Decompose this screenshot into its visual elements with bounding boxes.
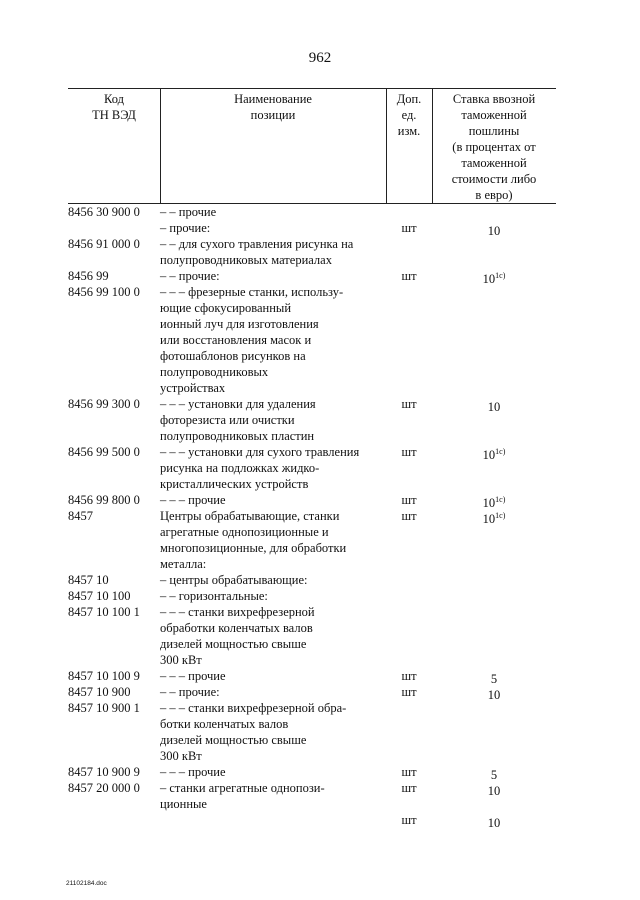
- row-name-line: или восстановления масок и: [160, 333, 312, 347]
- row-name-line: – – горизонтальные:: [160, 589, 268, 603]
- row-name: [160, 396, 386, 444]
- row-unit: шт: [401, 669, 417, 683]
- rate-value: 5: [490, 672, 498, 686]
- row-unit: шт: [401, 685, 417, 699]
- rate-value: 10: [482, 448, 496, 462]
- page-number: 962: [308, 50, 332, 66]
- row-unit: шт: [401, 445, 417, 459]
- row-name-line: рисунка на подложках жидко-: [160, 461, 320, 475]
- rate-footnote: 1с): [495, 447, 506, 456]
- row-name-line: 300 кВт: [160, 749, 202, 763]
- row-code: 8457 10 100 1: [68, 605, 140, 619]
- header-name: [160, 91, 386, 123]
- rate-value: 10: [482, 272, 496, 286]
- row-name-line: ионный луч для изготовления: [160, 317, 319, 331]
- rate-value: 10: [482, 512, 496, 526]
- table-row: [68, 220, 556, 236]
- row-code: 8456 99 800 0: [68, 493, 140, 507]
- row-name-line: полупроводниковых: [160, 365, 269, 379]
- header-name-line: Наименование: [234, 92, 312, 106]
- row-code: 8457 20 000 0: [68, 781, 140, 795]
- row-name-line: дизелей мощностью свыше: [160, 733, 307, 747]
- header-rate-line: таможенной: [461, 108, 527, 122]
- table-body: [68, 204, 556, 830]
- row-name-line: ционные: [160, 797, 207, 811]
- row-name: [160, 236, 386, 268]
- row-name-line: – станки агрегатные однопози-: [160, 781, 325, 795]
- row-unit: шт: [401, 221, 417, 235]
- row-name-line: – – прочие:: [160, 269, 220, 283]
- row-name-line: – – прочие:: [160, 685, 220, 699]
- row-code: 8457 10 900: [68, 685, 131, 699]
- row-name: [160, 780, 386, 812]
- row-code: 8457 10: [68, 573, 109, 587]
- row-unit: шт: [401, 397, 417, 411]
- row-name-line: фоторезиста или очистки: [160, 413, 295, 427]
- rate-footnote: 1с): [495, 511, 506, 520]
- row-code: 8457 10 900 9: [68, 765, 140, 779]
- row-name-line: – – – установки для сухого травления: [160, 445, 360, 459]
- row-name-line: – – – прочие: [160, 493, 226, 507]
- row-name: [160, 700, 386, 764]
- row-name-line: – – – прочие: [160, 765, 226, 779]
- rate-value: 10: [487, 224, 501, 238]
- header-unit-line: Доп.: [396, 92, 422, 106]
- row-name-line: 300 кВт: [160, 653, 202, 667]
- header-rate-line: (в процентах от: [452, 140, 536, 154]
- row-code: 8457 10 100: [68, 589, 131, 603]
- row-name: [160, 588, 386, 604]
- rate-value: 10: [487, 816, 501, 830]
- row-code: 8457: [68, 509, 93, 523]
- header-rate: [432, 91, 556, 203]
- header-rate-line: пошлины: [468, 124, 520, 138]
- row-unit: шт: [401, 509, 417, 523]
- rate-footnote: 1с): [495, 495, 506, 504]
- row-name: [160, 508, 386, 572]
- rate-value: 10: [487, 784, 501, 798]
- row-name-line: – – прочие: [160, 205, 217, 219]
- rate-value: 10: [487, 688, 501, 702]
- row-unit: шт: [401, 493, 417, 507]
- row-code: 8456 99: [68, 269, 109, 283]
- row-name: [160, 268, 386, 284]
- row-name-line: кристаллических устройств: [160, 477, 309, 491]
- row-name-line: – прочие:: [160, 221, 211, 235]
- row-code: 8456 99 300 0: [68, 397, 140, 411]
- row-code: 8456 99 500 0: [68, 445, 140, 459]
- row-name: [160, 444, 386, 492]
- header-rate-line: стоимости либо: [451, 172, 537, 186]
- table-row: [68, 204, 556, 238]
- rate-footnote: 1с): [495, 271, 506, 280]
- row-name: [160, 204, 386, 220]
- rate-value: 10: [487, 400, 501, 414]
- row-name-line: агрегатные однопозиционные и: [160, 525, 329, 539]
- table-row: [68, 780, 556, 830]
- table-row: [68, 572, 556, 588]
- row-name-line: фотошаблонов рисунков на: [160, 349, 306, 363]
- row-name: [160, 604, 386, 668]
- table-row: [68, 588, 556, 604]
- row-name-line: полупроводниковых материалах: [160, 253, 332, 267]
- row-name: [160, 668, 386, 684]
- header-unit-line: изм.: [397, 124, 421, 138]
- row-name-line: ющие сфокусированный: [160, 301, 292, 315]
- row-name-line: – – – станки вихрефрезерной: [160, 605, 315, 619]
- row-name: [160, 684, 386, 700]
- header-code: [68, 91, 160, 123]
- rate-value: 10: [482, 496, 496, 510]
- row-name-line: – – – станки вихрефрезерной обра-: [160, 701, 347, 715]
- row-code: 8457 10 100 9: [68, 669, 140, 683]
- row-name: [160, 492, 386, 508]
- row-name-line: ботки коленчатых валов: [160, 717, 289, 731]
- row-unit: шт: [401, 781, 417, 795]
- row-rate: [432, 812, 556, 831]
- table-row: [68, 684, 556, 700]
- header-rate-line: Ставка ввозной: [452, 92, 536, 106]
- row-unit: шт: [401, 269, 417, 283]
- header-rate-line: таможенной: [461, 156, 527, 170]
- row-unit: шт: [401, 765, 417, 779]
- row-name-line: дизелей мощностью свыше: [160, 637, 307, 651]
- header-rate-line: в евро): [475, 188, 513, 202]
- tariff-table: [68, 88, 556, 830]
- header-unit: [386, 91, 432, 139]
- rate-value: 5: [490, 768, 498, 782]
- row-name-line: полупроводниковых пластин: [160, 429, 315, 443]
- row-code: 8456 91 000 0: [68, 237, 140, 251]
- row-name-line: – – – прочие: [160, 669, 226, 683]
- row-name: [160, 284, 386, 396]
- row-name-line: – – – фрезерные станки, использу-: [160, 285, 344, 299]
- table-row: [68, 268, 556, 284]
- file-name: 21102184.doc: [66, 880, 107, 887]
- table-row: [68, 508, 556, 572]
- row-unit: шт: [401, 813, 417, 827]
- header-code-line: Код: [104, 92, 124, 106]
- row-name-line: обработки коленчатых валов: [160, 621, 313, 635]
- header-code-line: ТН ВЭД: [92, 108, 136, 122]
- row-name-line: металла:: [160, 557, 207, 571]
- header-unit-line: ед.: [401, 108, 417, 122]
- row-name: [160, 572, 386, 588]
- row-name-line: Центры обрабатывающие, станки: [160, 509, 340, 523]
- row-name-line: устройствах: [160, 381, 226, 395]
- row-name: [160, 764, 386, 780]
- row-name-line: многопозиционные, для обработки: [160, 541, 347, 555]
- row-code: 8456 99 100 0: [68, 285, 140, 299]
- row-name: [160, 220, 386, 236]
- row-code: 8456 30 900 0: [68, 205, 140, 219]
- header-name-line: позиции: [250, 108, 296, 122]
- table-header: [68, 88, 556, 204]
- row-code: 8457 10 900 1: [68, 701, 140, 715]
- row-name-line: – центры обрабатывающие:: [160, 573, 308, 587]
- row-name-line: – – – установки для удаления: [160, 397, 316, 411]
- row-name-line: – – для сухого травления рисунка на: [160, 237, 354, 251]
